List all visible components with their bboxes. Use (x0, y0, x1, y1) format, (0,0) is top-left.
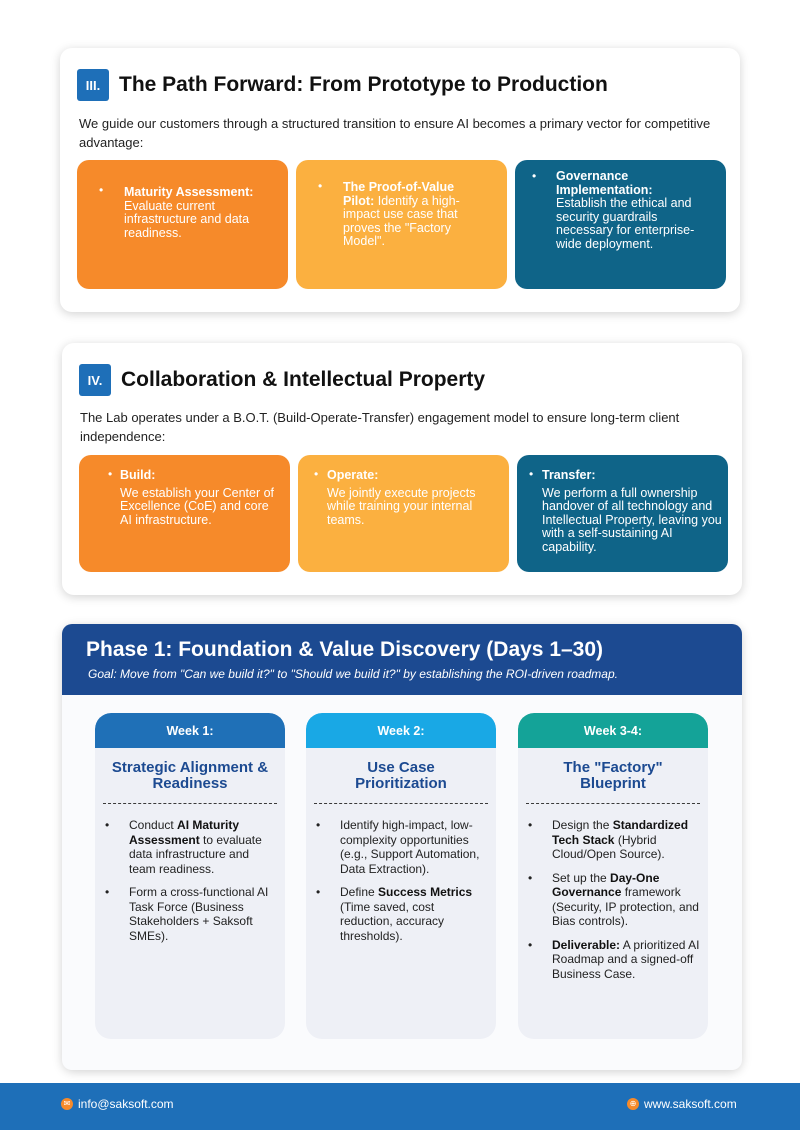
week-column (518, 713, 708, 1039)
bullet: • (99, 183, 104, 197)
step-box (77, 160, 288, 289)
week-title: Use Case Prioritization (355, 759, 447, 792)
bullet: • (108, 467, 113, 481)
bullet: • (314, 467, 319, 481)
step-text: Evaluate current infrastructure and data readiness. (124, 198, 250, 240)
step-text: Establish the ethical and security guardrails necessary for enterprise-wide deployment. (556, 196, 695, 251)
footer (0, 1083, 800, 1130)
section-header (77, 69, 608, 101)
email-link[interactable]: info@saksoft.com (78, 1097, 174, 1111)
section-collaboration (62, 343, 742, 595)
week-tab: Week 2: (306, 713, 496, 748)
section-intro: We guide our customers through a structured transition to ensure AI becomes a primary vector for competitive advantage: (79, 116, 711, 150)
list-item: • Design the Standardized Tech Stack (Hybrid Cloud/Open Source). (528, 818, 702, 862)
bot-box-transfer (517, 455, 728, 572)
website-link[interactable]: www.saksoft.com (644, 1097, 737, 1111)
week-title: Strategic Alignment & Readiness (111, 759, 269, 792)
week-tab: Week 1: (95, 713, 285, 748)
bot-box-operate (298, 455, 509, 572)
dashed-divider (103, 803, 277, 804)
globe-icon: ⊕ (627, 1098, 639, 1110)
step-title: The Proof-of-Value Pilot: (343, 180, 455, 208)
step-text: Identify a high-impact use case that proves the "Factory Model". (343, 193, 460, 248)
steps-row (77, 160, 726, 289)
bot-text: We perform a full ownership handover of all technology and Intellectual Property, leaving you with a self-sustaining AI capability. (542, 485, 722, 554)
week-tab: Week 3-4: (518, 713, 708, 748)
phase-one-card (62, 624, 742, 1070)
week-column (306, 713, 496, 1039)
section-title: Collaboration & Intellectual Property (121, 368, 486, 391)
phase-title: Phase 1: Foundation & Value Discovery (Days 1–30) (86, 638, 604, 661)
bot-text: We jointly execute projects while training your internal teams. (327, 485, 476, 527)
bot-title: Operate: (327, 468, 379, 482)
bot-title: Build: (120, 468, 156, 482)
footer-email[interactable] (61, 1097, 174, 1111)
week-task-list (95, 818, 285, 943)
phase-goal: Goal: Move from "Can we build it?" to "Should we build it?" by establishing the ROI-driven roadmap. (88, 667, 618, 681)
bot-model-row (79, 455, 728, 572)
bullet: • (318, 179, 323, 193)
footer-website[interactable] (627, 1097, 737, 1111)
mail-icon: ✉ (61, 1098, 73, 1110)
step-title: Maturity Assessment: (124, 185, 254, 199)
section-header (79, 364, 485, 396)
week-column (95, 713, 285, 1039)
section-intro: The Lab operates under a B.O.T. (Build-Operate-Transfer) engagement model to ensure long-term client independence: (80, 410, 680, 444)
list-item: • Identify high-impact, low-complexity opportunities (e.g., Support Automation, Data Extraction). (316, 818, 490, 876)
section-path-forward (60, 48, 740, 312)
list-item: • Define Success Metrics (Time saved, cost reduction, accuracy thresholds). (316, 885, 490, 943)
list-item: • Conduct AI Maturity Assessment to evaluate data infrastructure and team readiness. (105, 818, 279, 876)
phase-header (62, 624, 742, 695)
step-box (515, 160, 726, 289)
step-box (296, 160, 507, 289)
section-number-badge: III. (77, 69, 109, 101)
step-title: Governance Implementation: (556, 169, 653, 197)
bot-text: We establish your Center of Excellence (CoE) and core AI infrastructure. (120, 485, 275, 527)
dashed-divider (314, 803, 488, 804)
week-task-list (306, 818, 496, 943)
bot-box-build (79, 455, 290, 572)
list-item: • Set up the Day-One Governance framework (Security, IP protection, and Bias controls). (528, 871, 702, 929)
week-title: The "Factory" Blueprint (563, 759, 663, 792)
list-item: • Deliverable: A prioritized AI Roadmap and a signed-off Business Case. (528, 938, 702, 982)
list-item: • Form a cross-functional AI Task Force (Business Stakeholders + Saksoft SMEs). (105, 885, 279, 943)
section-number-badge: IV. (79, 364, 111, 396)
bullet: • (529, 467, 534, 481)
section-title: The Path Forward: From Prototype to Production (119, 73, 608, 96)
bot-title: Transfer: (542, 468, 596, 482)
dashed-divider (526, 803, 700, 804)
week-task-list (518, 818, 708, 981)
bullet: • (532, 169, 537, 183)
